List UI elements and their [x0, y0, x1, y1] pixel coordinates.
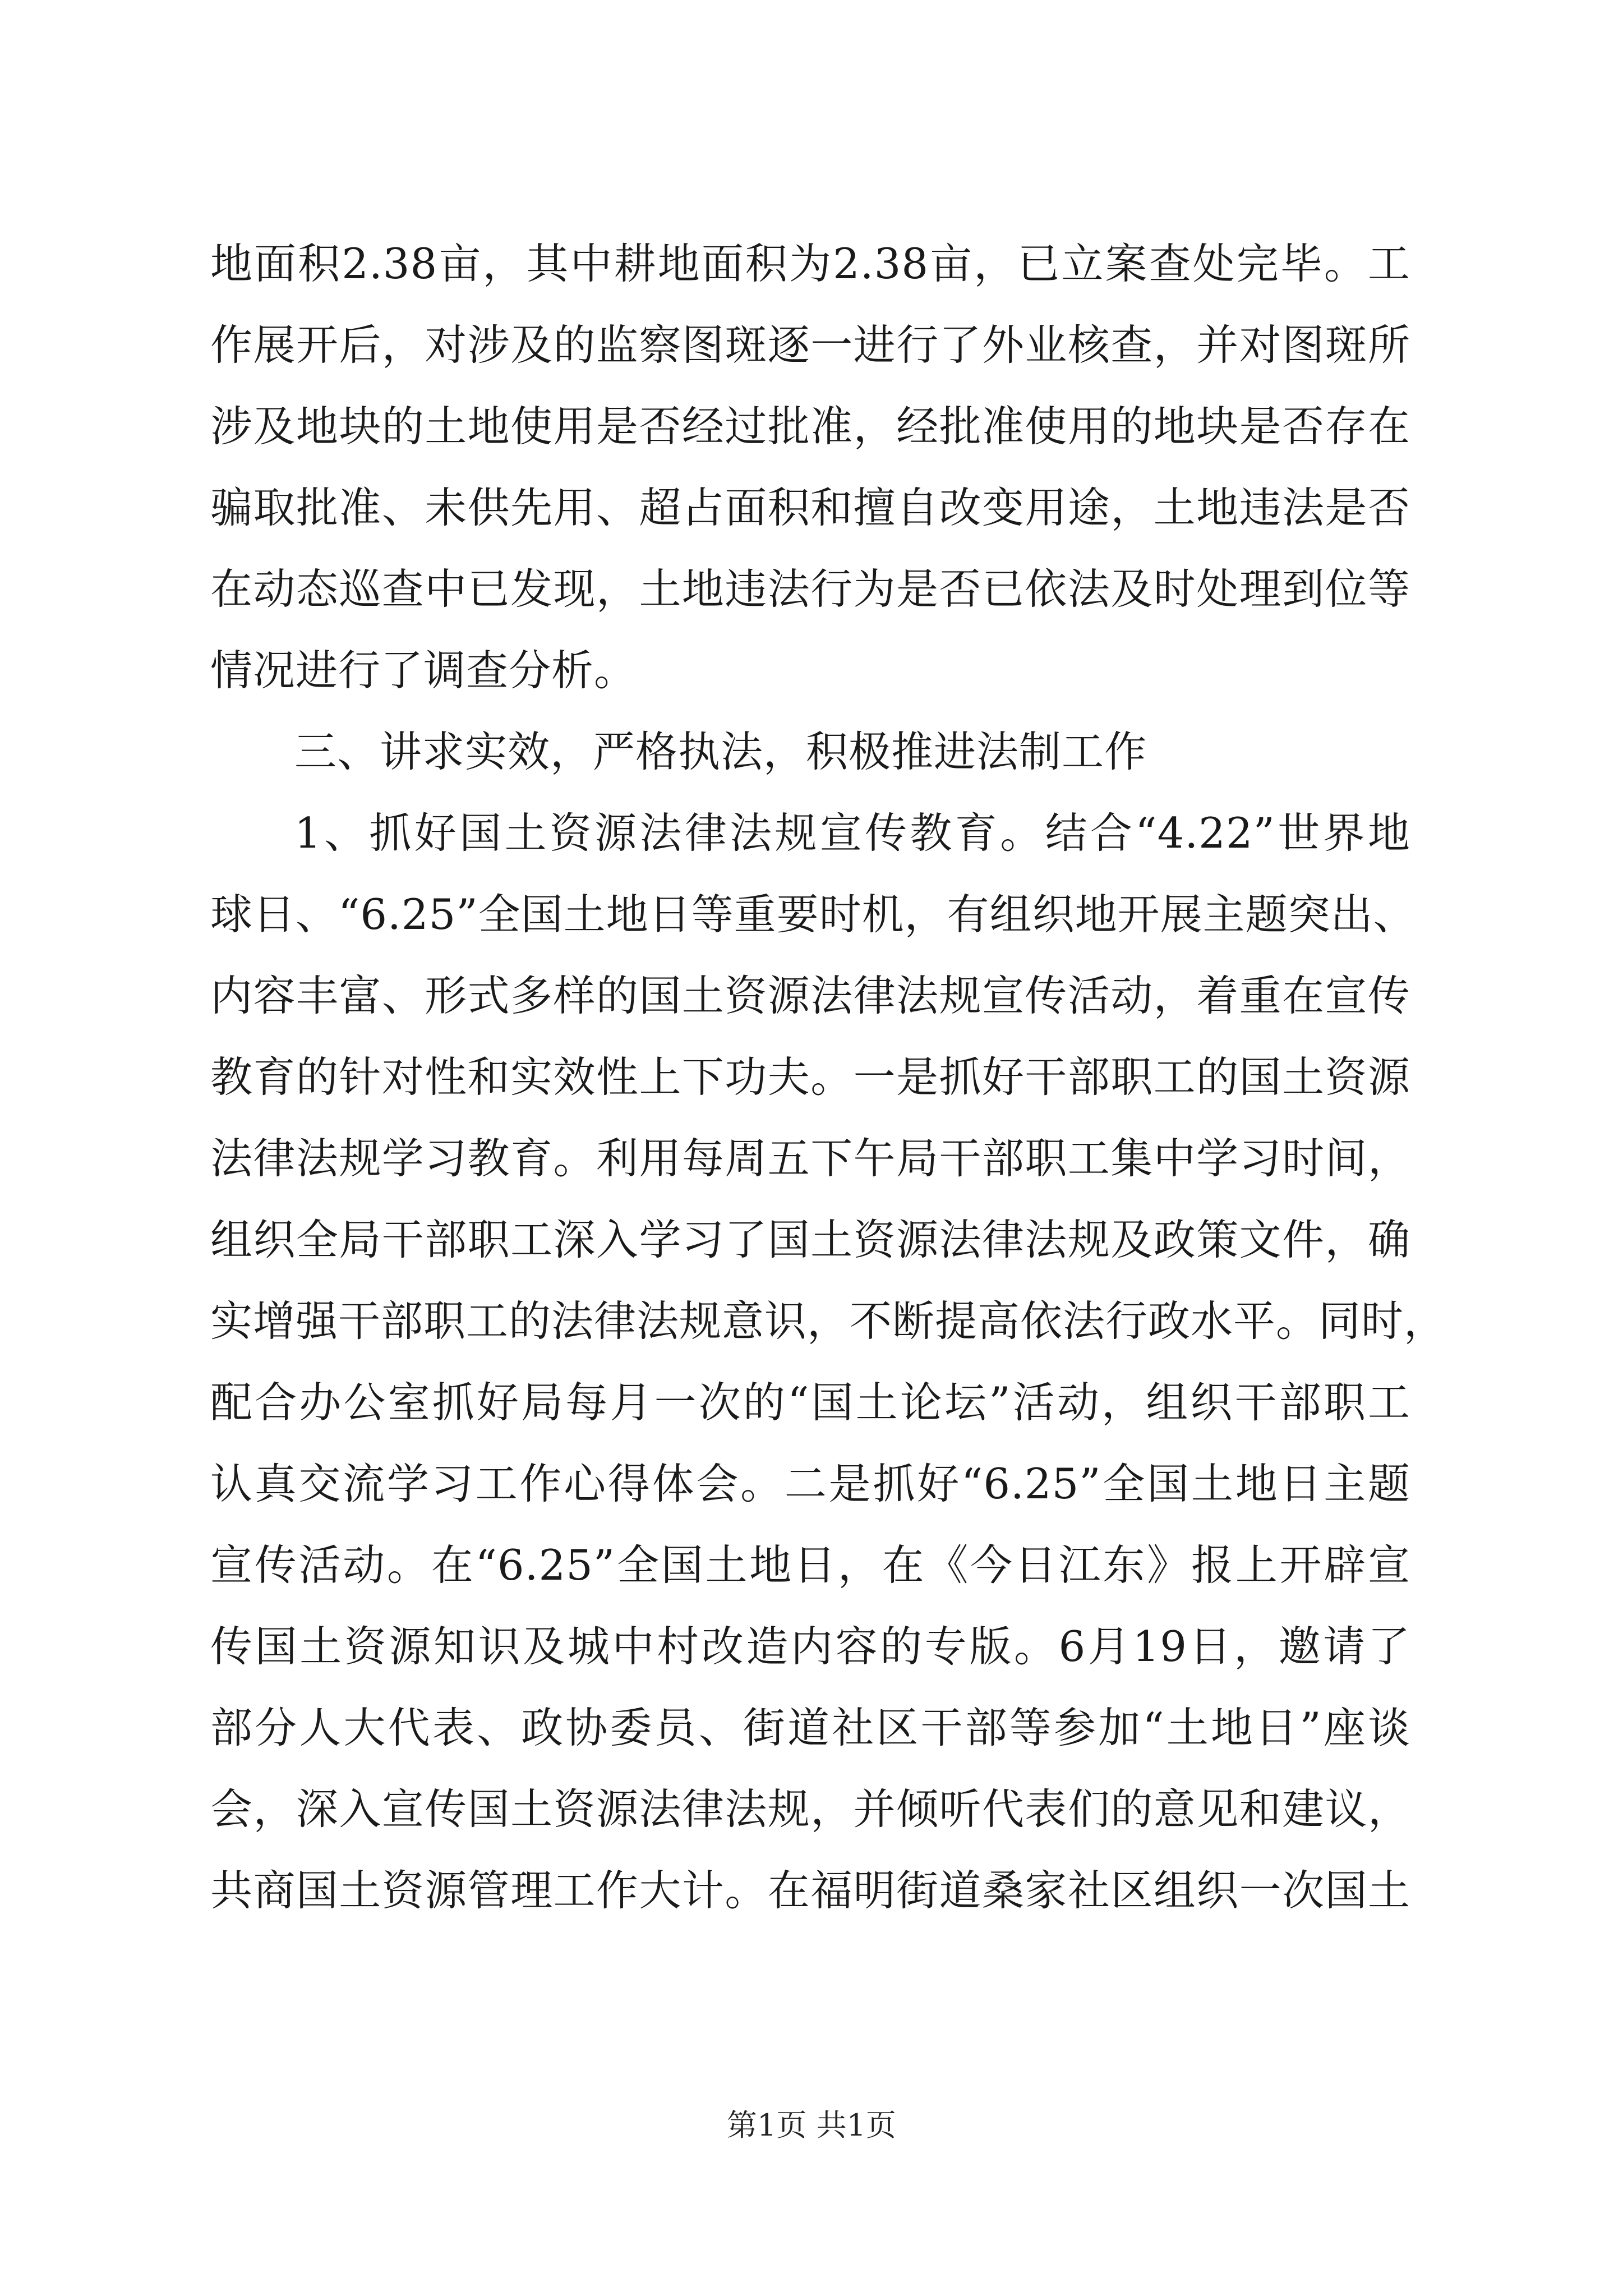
text-line: 法律法规学习教育。利用每周五下午局干部职工集中学习时间， [210, 1134, 1410, 1183]
text-line: 实增强干部职工的法律法规意识，不断提高依法行政水平。同时， [210, 1296, 1447, 1346]
text-line: 宣传活动。在“6.25”全国土地日，在《今日江东》报上开辟宣 [210, 1540, 1410, 1590]
text-line: 涉及地块的土地使用是否经过批准，经批准使用的地块是否存在 [210, 402, 1410, 451]
text-line: 共商国土资源管理工作大计。在福明街道桑家社区组织一次国土 [210, 1866, 1410, 1915]
text-line: 情况进行了调查分析。 [210, 646, 637, 695]
paragraph-first-line: 1、抓好国土资源法律法规宣传教育。结合“4.22”世界地 [294, 808, 1410, 858]
text-line: 教育的针对性和实效性上下功夫。一是抓好干部职工的国土资源 [210, 1052, 1410, 1102]
text-line: 地面积2.38亩，其中耕地面积为2.38亩，已立案查处完毕。工 [210, 239, 1410, 288]
text-line: 在动态巡查中已发现，土地违法行为是否已依法及时处理到位等 [210, 564, 1410, 614]
text-line: 组织全局干部职工深入学习了国土资源法律法规及政策文件，确 [210, 1215, 1410, 1264]
text-line: 部分人大代表、政协委员、街道社区干部等参加“土地日”座谈 [210, 1703, 1410, 1752]
page-number-label: 第1页 共1页 [727, 2108, 896, 2143]
document-body [210, 223, 1447, 1931]
page-footer [0, 2106, 1623, 2145]
text-line: 球日、“6.25”全国土地日等重要时机，有组织地开展主题突出、 [210, 890, 1416, 939]
text-line: 作展开后，对涉及的监察图斑逐一进行了外业核查，并对图斑所 [210, 320, 1410, 370]
section-heading: 三、讲求实效，严格执法，积极推进法制工作 [294, 727, 1147, 776]
text-line: 内容丰富、形式多样的国土资源法律法规宣传活动，着重在宣传 [210, 971, 1410, 1020]
text-line: 传国土资源知识及城中村改造内容的专版。6月19日，邀请了 [210, 1622, 1410, 1671]
text-line: 会，深入宣传国土资源法律法规，并倾听代表们的意见和建议， [210, 1784, 1410, 1834]
text-line: 认真交流学习工作心得体会。二是抓好“6.25”全国土地日主题 [210, 1459, 1410, 1508]
text-line: 骗取批准、未供先用、超占面积和擅自改变用途，土地违法是否 [210, 483, 1410, 532]
text-line: 配合办公室抓好局每月一次的“国土论坛”活动，组织干部职工 [210, 1378, 1410, 1427]
